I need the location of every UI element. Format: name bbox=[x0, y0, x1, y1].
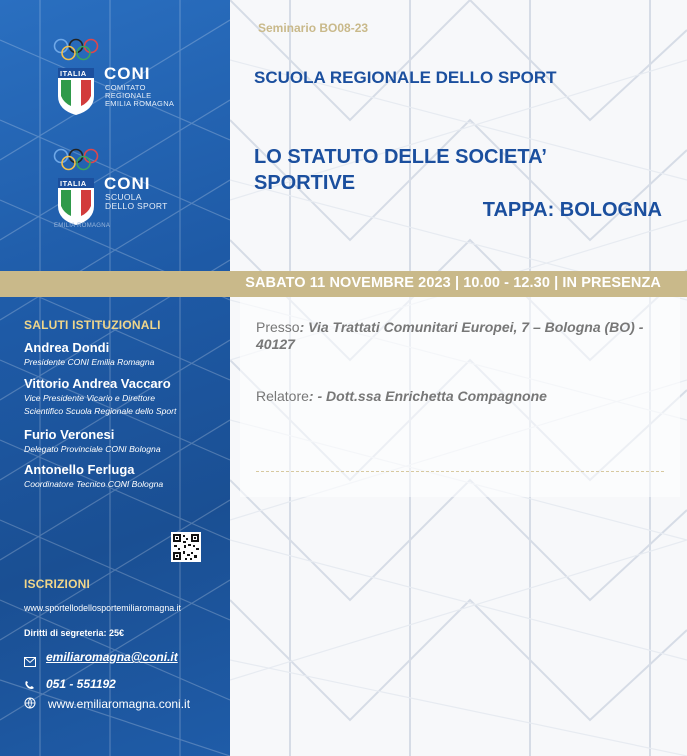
location-value: : Via Trattati Comunitari Europei, 7 – Bologna (BO) - 40127 bbox=[256, 319, 644, 352]
olympic-rings-icon bbox=[52, 38, 100, 62]
speaker-label: Relatore bbox=[256, 388, 309, 404]
registration-website[interactable]: www.sportellodellosportemiliaromagna.it bbox=[24, 603, 181, 613]
person-role: Vice Presidente Vicario e Direttore bbox=[24, 393, 156, 403]
person-role: Delegato Provinciale CONI Bologna bbox=[24, 444, 161, 454]
speaker-value: : - Dott.ssa Enrichetta Compagnone bbox=[308, 388, 547, 404]
olympic-rings-icon bbox=[52, 148, 100, 172]
phone-icon bbox=[24, 680, 36, 690]
logo-subline: REGIONALE bbox=[105, 91, 152, 100]
phone-number[interactable]: 051 - 551192 bbox=[46, 677, 116, 691]
event-title-line2: SPORTIVE bbox=[254, 172, 356, 194]
fee-text: Diritti di segreteria: 25€ bbox=[24, 628, 125, 638]
location-label: Presso bbox=[256, 319, 300, 335]
coni-regional-logo bbox=[52, 38, 202, 128]
italia-label: ITALIA bbox=[60, 179, 87, 188]
person-name: Vittorio Andrea Vaccaro bbox=[24, 376, 171, 391]
italia-label: ITALIA bbox=[60, 69, 87, 78]
logo-footer: EMILIA ROMAGNA bbox=[54, 223, 111, 229]
greetings-heading: SALUTI ISTITUZIONALI bbox=[24, 318, 161, 332]
email-link[interactable]: emiliaromagna@coni.it bbox=[46, 650, 178, 664]
date-banner bbox=[0, 271, 687, 297]
logo-subline: COMITATO bbox=[105, 83, 146, 92]
school-title: SCUOLA REGIONALE DELLO SPORT bbox=[254, 68, 557, 87]
website-link[interactable]: www.emiliaromagna.coni.it bbox=[48, 697, 191, 711]
person-role: Scientifico Scuola Regionale dello Sport bbox=[24, 406, 177, 416]
person-role: Presidente CONI Emilia Romagna bbox=[24, 357, 155, 367]
registration-heading: ISCRIZIONI bbox=[24, 577, 91, 591]
logo-subline: DELLO SPORT bbox=[105, 201, 168, 211]
globe-icon bbox=[24, 697, 36, 709]
event-stage: TAPPA: BOLOGNA bbox=[482, 199, 662, 221]
event-title bbox=[254, 144, 654, 196]
dashed-divider bbox=[256, 471, 664, 472]
speaker-text bbox=[256, 388, 547, 404]
logo-subline: EMILIA ROMAGNA bbox=[105, 99, 175, 108]
left-panel bbox=[0, 0, 230, 756]
seminar-code: Seminario BO08-23 bbox=[258, 21, 369, 35]
coni-brand: CONI bbox=[104, 174, 151, 193]
person-name: Antonello Ferluga bbox=[24, 462, 135, 477]
date-banner-text: SABATO 11 NOVEMBRE 2023 | 10.00 - 12.30 | IN PRESENZA bbox=[245, 275, 661, 291]
person-role: Coordinatore Tecnico CONI Bologna bbox=[24, 479, 164, 489]
qr-code-icon[interactable] bbox=[171, 532, 201, 562]
right-panel bbox=[230, 0, 687, 756]
person-name: Furio Veronesi bbox=[24, 427, 115, 442]
person-name: Andrea Dondi bbox=[24, 340, 110, 355]
coni-brand: CONI bbox=[104, 64, 151, 83]
email-icon bbox=[24, 657, 36, 667]
event-title-line1: LO STATUTO DELLE SOCIETA’ bbox=[254, 146, 547, 168]
location-text bbox=[256, 319, 646, 353]
logo-subline: SCUOLA bbox=[105, 192, 142, 202]
